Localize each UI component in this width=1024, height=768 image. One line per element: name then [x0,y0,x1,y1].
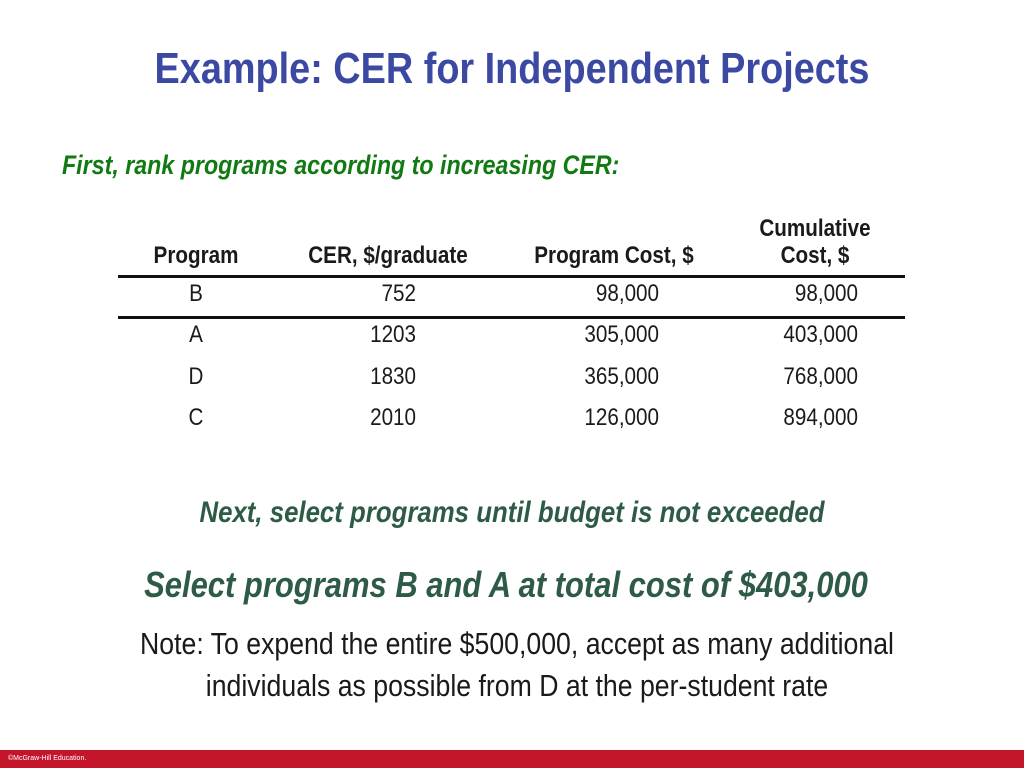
note-line-2: individuals as possible from D at the per-student rate [205,668,829,703]
cumulative-cell: 98,000 [794,280,858,307]
cost-cell: 305,000 [584,321,659,348]
program-cell: B [189,280,203,307]
header-cumulative-line1: Cumulative [759,215,871,242]
slide-title: Example: CER for Independent Projects [154,44,870,93]
header-cer: CER, $/graduate [308,242,468,269]
program-cell: C [188,404,204,431]
cer-cell: 1830 [370,363,416,390]
cer-cell: 1203 [370,321,416,348]
selection-instruction: Next, select programs until budget is not exceeded [199,496,825,529]
header-rule [118,275,905,278]
header-program: Program [153,242,239,269]
header-program-cost: Program Cost, $ [534,242,694,269]
rank-instruction: First, rank programs according to increasing CER: [62,150,620,180]
copyright-text: ©McGraw-Hill Education. [8,755,87,762]
cumulative-cell: 768,000 [783,363,858,390]
header-cumulative-line2: Cost, $ [780,242,850,269]
cost-cell: 126,000 [584,404,659,431]
cumulative-cell: 894,000 [783,404,858,431]
row-rule [118,316,905,319]
note-line-1: Note: To expend the entire $500,000, accept as many additional [140,626,894,661]
footer-bar [0,750,1024,768]
cer-cell: 2010 [370,404,416,431]
cer-cell: 752 [381,280,416,307]
cumulative-cell: 403,000 [783,321,858,348]
program-cell: A [189,321,203,348]
program-cell: D [188,363,204,390]
cost-cell: 98,000 [595,280,659,307]
cost-cell: 365,000 [584,363,659,390]
selection-result: Select programs B and A at total cost of $403,000 [144,564,868,605]
